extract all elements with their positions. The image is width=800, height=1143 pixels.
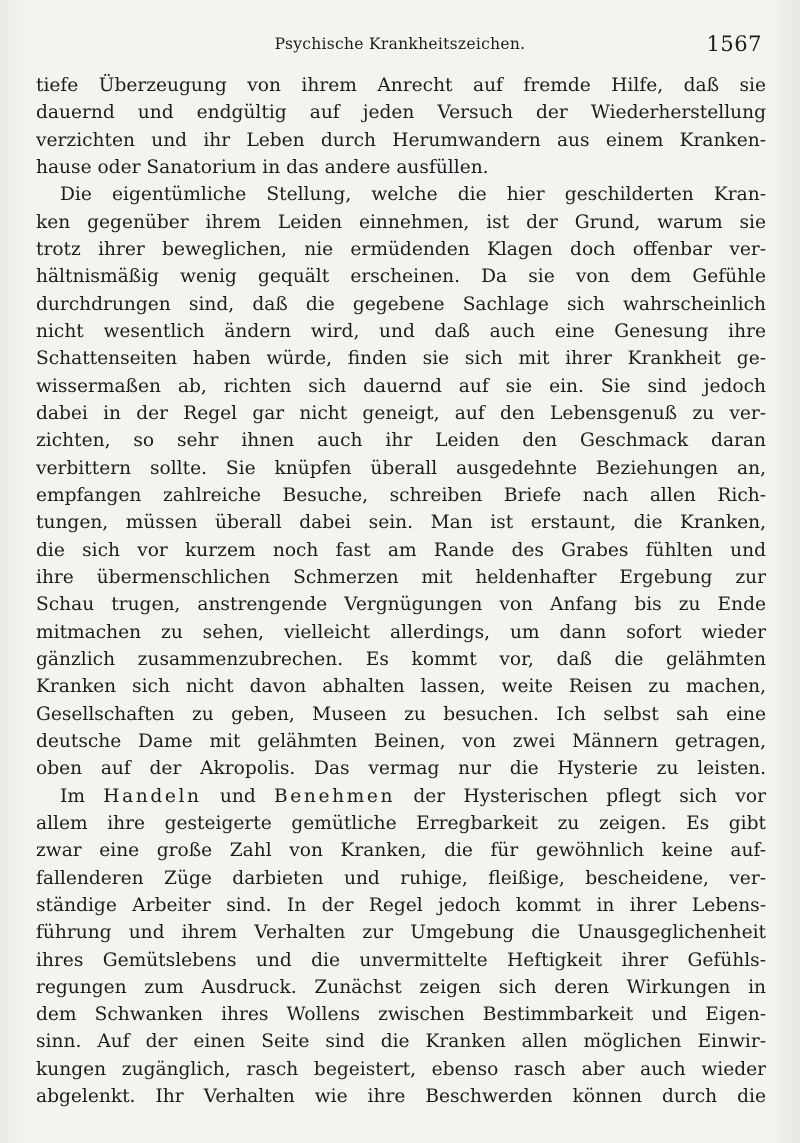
- text-line: mitmachen zu sehen, vielleicht allerdings, um dann sofort wieder: [36, 621, 766, 643]
- text-line: zichten, so sehr ihnen auch ihr Leiden den Geschmack daran: [36, 430, 766, 452]
- text-line: deutsche Dame mit gelähmten Beinen, von zwei Männern getragen,: [36, 730, 766, 752]
- text-line: verbittern sollte. Sie knüpfen überall ausgedehnte Beziehungen an,: [36, 457, 766, 479]
- text-line: trotz ihrer beweglichen, nie ermüdenden Klagen doch offenbar ver-: [36, 238, 766, 260]
- text-line: nicht wesentlich ändern wird, und daß auch eine Genesung ihre: [36, 320, 766, 342]
- text-line: Schattenseiten haben würde, finden sie sich mit ihrer Krankheit ge-: [36, 348, 766, 370]
- text-line: führung und ihrem Verhalten zur Umgebung die Unausgeglichenheit: [36, 922, 766, 944]
- text-line: Schau trugen, anstrengende Vergnügungen von Anfang bis zu Ende: [36, 594, 766, 616]
- text-line: fallenderen Züge darbieten und ruhige, fleißige, bescheidene, ver-: [36, 867, 766, 889]
- text-fragment: der Hysterischen pflegt sich vor: [395, 785, 766, 807]
- text-line: gänzlich zusammenzubrechen. Es kommt vor, daß die gelähmten: [36, 648, 766, 670]
- text-line: oben auf der Akropolis. Das vermag nur die Hysterie zu leisten.: [36, 758, 766, 780]
- text-line: sinn. Auf der einen Seite sind die Kranken allen möglichen Einwir-: [36, 1031, 766, 1053]
- text-line: tiefe Überzeugung von ihrem Anrecht auf fremde Hilfe, daß sie: [36, 75, 766, 96]
- text-line: Kranken sich nicht davon abhalten lassen, weite Reisen zu machen,: [36, 676, 766, 698]
- text-line: ken gegenüber ihrem Leiden einnehmen, ist der Grund, warum sie: [36, 211, 766, 233]
- page-number: 1567: [706, 32, 762, 56]
- spaced-emphasis-handeln: Handeln: [103, 785, 202, 807]
- text-line: hause oder Sanatorium in das andere ausfüllen.: [36, 156, 489, 178]
- text-line: Die eigentümliche Stellung, welche die hier geschilderten Kran-: [60, 184, 766, 206]
- text-line: allem ihre gesteigerte gemütliche Erregbarkeit zu zeigen. Es gibt: [36, 812, 766, 834]
- text-line: ihres Gemütslebens und die unvermittelte Heftigkeit ihrer Gefühls-: [36, 949, 766, 971]
- text-line: empfangen zahlreiche Besuche, schreiben Briefe nach allen Rich-: [36, 484, 766, 506]
- text-line: durchdrungen sind, daß die gegebene Sachlage sich wahrscheinlich: [36, 293, 766, 315]
- text-line: regungen zum Ausdruck. Zunächst zeigen sich deren Wirkungen in: [36, 976, 766, 998]
- text-line: hältnismäßig wenig gequält erscheinen. Da sie von dem Gefühle: [36, 266, 766, 288]
- text-line: wissermaßen ab, richten sich dauernd auf sie ein. Sie sind jedoch: [36, 375, 766, 397]
- text-line: verzichten und ihr Leben durch Herumwandern aus einem Kranken-: [36, 129, 766, 151]
- text-line: Gesellschaften zu geben, Museen zu besuchen. Ich selbst sah eine: [36, 703, 766, 725]
- text-fragment: Im: [60, 785, 104, 807]
- running-title: Psychische Krankheitszeichen.: [274, 35, 526, 53]
- body-text: [36, 72, 766, 1110]
- text-line: kungen zugänglich, rasch begeistert, ebenso rasch aber auch wieder: [36, 1058, 766, 1080]
- text-line: dem Schwanken ihres Wollens zwischen Bestimmbarkeit und Eigen-: [36, 1004, 766, 1026]
- text-line: die sich vor kurzem noch fast am Rande des Grabes fühlten und: [36, 539, 766, 561]
- text-line: abgelenkt. Ihr Verhalten wie ihre Beschwerden können durch die: [36, 1086, 766, 1108]
- text-line: zwar eine große Zahl von Kranken, die für gewöhnlich keine auf-: [36, 840, 766, 862]
- running-head: [36, 32, 764, 58]
- text-line: ständige Arbeiter sind. In der Regel jedoch kommt in ihrer Lebens-: [36, 894, 766, 916]
- text-fragment: und: [201, 785, 275, 807]
- text-line: dauernd und endgültig auf jeden Versuch der Wiederherstellung: [36, 102, 766, 124]
- spaced-emphasis-benehmen: Benehmen: [274, 785, 396, 807]
- text-line: dabei in der Regel gar nicht geneigt, auf den Lebensgenuß zu ver-: [36, 402, 766, 424]
- text-line: tungen, müssen überall dabei sein. Man ist erstaunt, die Kranken,: [36, 512, 766, 534]
- text-line: ihre übermenschlichen Schmerzen mit heldenhafter Ergebung zur: [36, 566, 766, 588]
- text-line-emphasis: [36, 783, 766, 810]
